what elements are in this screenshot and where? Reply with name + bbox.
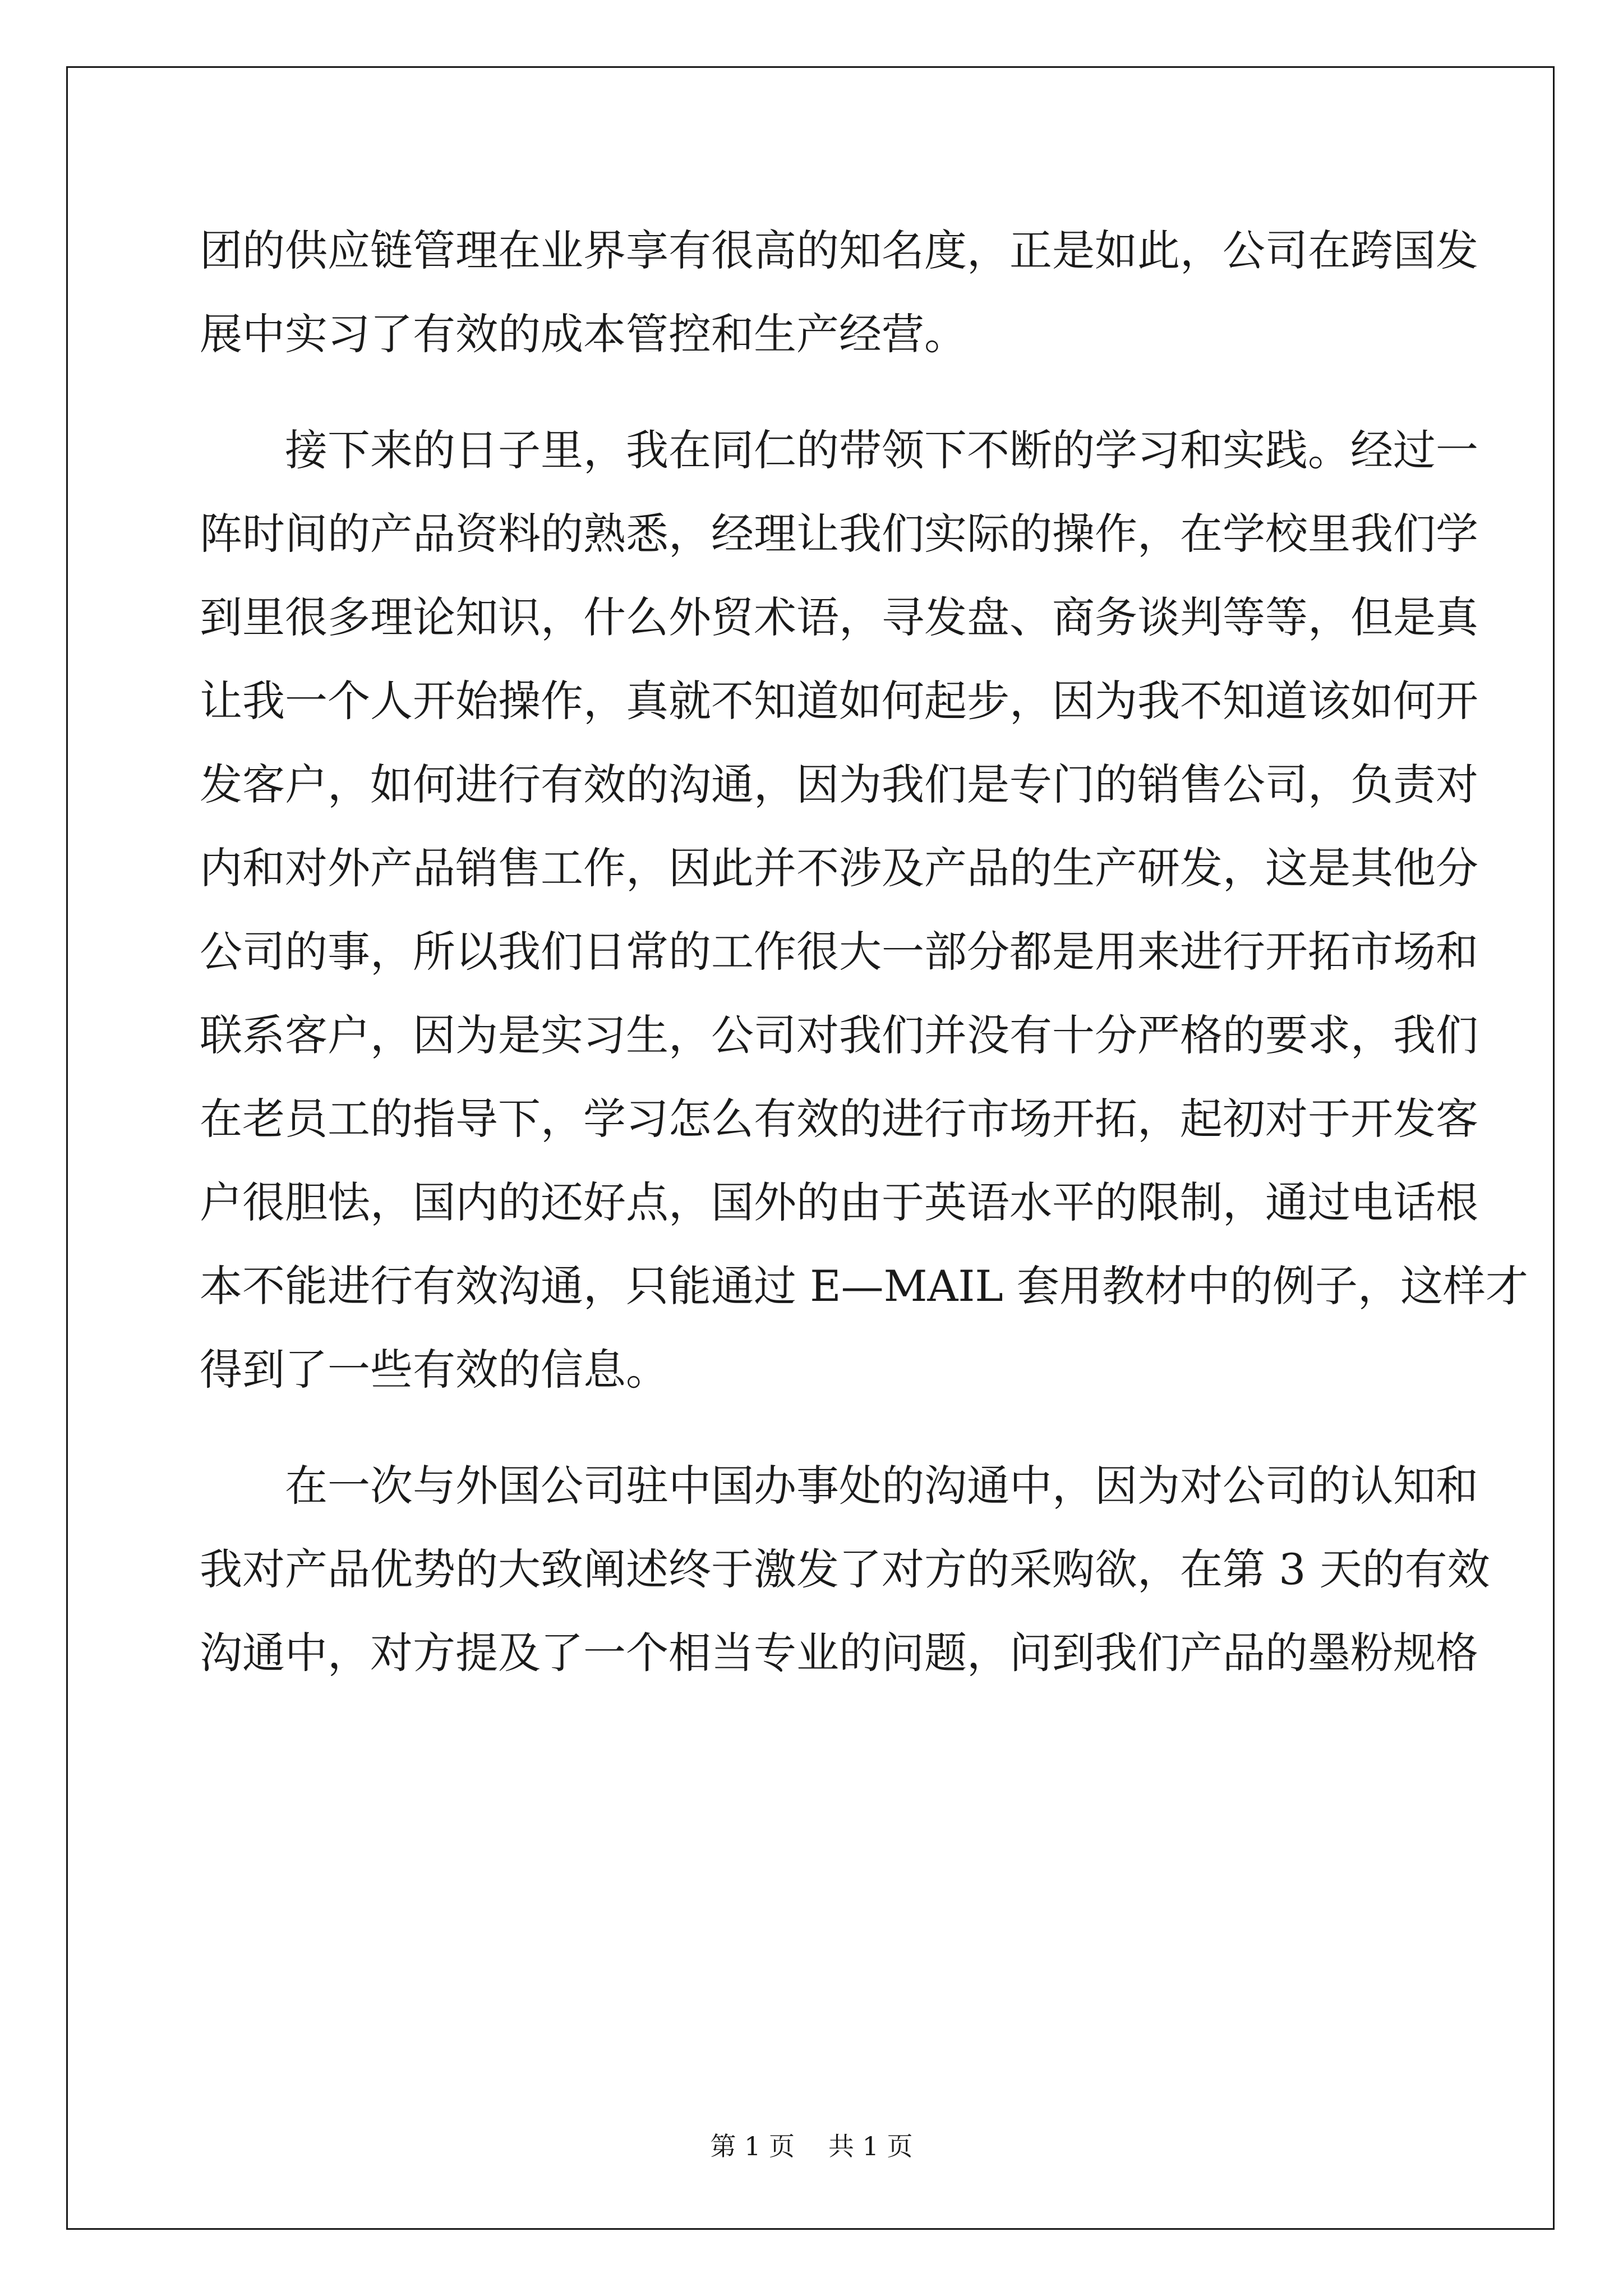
text-line: 在老员工的指导下，学习怎么有效的进行市场开拓，起初对于开发客 — [200, 1094, 1478, 1144]
text-line: 内和对外产品销售工作，因此并不涉及产品的生产研发，这是其他分 — [200, 843, 1478, 893]
document-body — [200, 209, 1528, 1695]
text-line: 让我一个人开始操作，真就不知道如何起步，因为我不知道该如何开 — [200, 676, 1478, 726]
text-line: 发客户，如何进行有效的沟通，因为我们是专门的销售公司，负责对 — [200, 760, 1478, 809]
paragraph-3 — [200, 1444, 1490, 1695]
page-number: 第 1 页 — [710, 2131, 795, 2161]
text-line: 本不能进行有效沟通，只能通过 E—MAIL 套用教材中的例子，这样才 — [200, 1261, 1528, 1311]
text-line: 到里很多理论知识，什么外贸术语，寻发盘、商务谈判等等，但是真 — [200, 592, 1478, 642]
text-line: 接下来的日子里，我在同仁的带领下不断的学习和实践。经过一 — [285, 425, 1478, 475]
text-line: 户很胆怯，国内的还好点，国外的由于英语水平的限制，通过电话根 — [200, 1177, 1478, 1227]
text-line: 展中实习了有效的成本管控和生产经营。 — [200, 309, 967, 359]
paragraph-1 — [200, 209, 1478, 376]
paragraph-2 — [200, 408, 1528, 1411]
text-line: 阵时间的产品资料的熟悉，经理让我们实际的操作，在学校里我们学 — [200, 509, 1478, 559]
text-line: 沟通中，对方提及了一个相当专业的问题，问到我们产品的墨粉规格 — [200, 1628, 1478, 1678]
page-footer — [0, 2126, 1623, 2163]
text-line: 公司的事，所以我们日常的工作很大一部分都是用来进行开拓市场和 — [200, 927, 1478, 977]
text-line: 联系客户，因为是实习生，公司对我们并没有十分严格的要求，我们 — [200, 1010, 1478, 1060]
text-line: 得到了一些有效的信息。 — [200, 1345, 668, 1395]
text-line: 团的供应链管理在业界享有很高的知名度，正是如此，公司在跨国发 — [200, 226, 1478, 275]
page-total: 共 1 页 — [828, 2131, 913, 2161]
text-line: 我对产品优势的大致阐述终于激发了对方的采购欲，在第 3 天的有效 — [200, 1544, 1490, 1594]
text-line: 在一次与外国公司驻中国办事处的沟通中，因为对公司的认知和 — [285, 1461, 1478, 1511]
